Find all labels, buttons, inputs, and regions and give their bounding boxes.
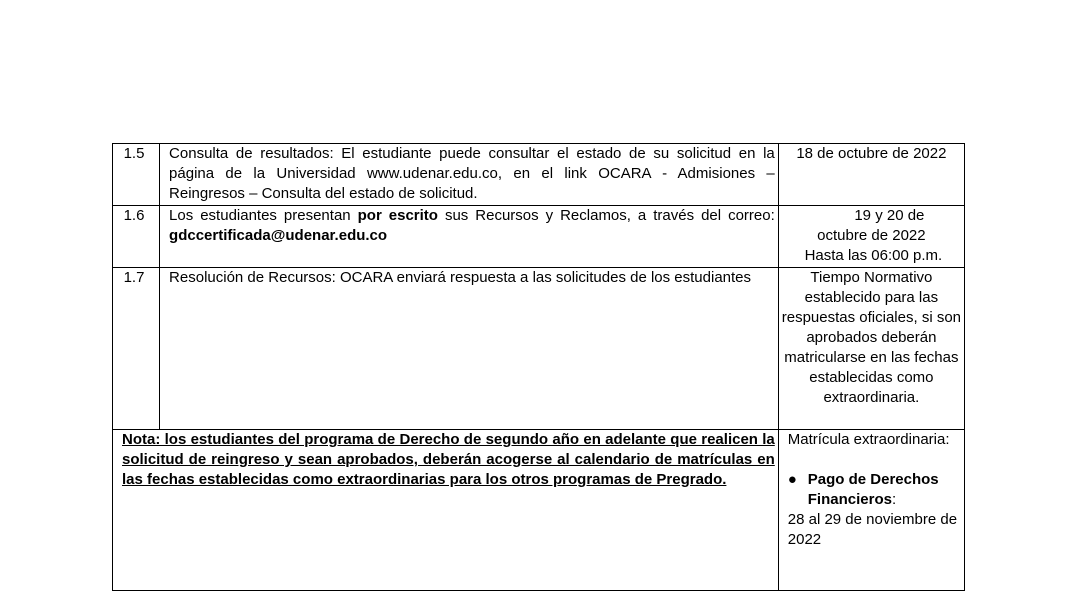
- desc-bold-text: por escrito: [357, 207, 438, 224]
- bullet-icon: ●: [787, 471, 797, 488]
- row-description: Resolución de Recursos: OCARA enviará respuesta a las solicitudes de los estudiantes: [160, 268, 779, 430]
- row-date: [778, 206, 964, 268]
- row-date: 18 de octubre de 2022: [778, 144, 964, 206]
- date-line: octubre de 2022: [817, 227, 926, 244]
- desc-text: sus Recursos y Reclamos, a través del correo:: [437, 207, 775, 224]
- desc-text: Los estudiantes presentan: [169, 207, 358, 224]
- bullet-title: Pago de Derechos Financieros: [807, 471, 939, 508]
- note-text: Nota: los estudiantes del programa de Derecho de segundo año en adelante que realicen la solicitud de reingreso y sean aprobados, deberán acogerse al calendario de matrículas en las fechas establecidas como extraordinarias para los otros programas de Pregrado.: [113, 430, 779, 591]
- table-row: [113, 144, 965, 206]
- row-number: 1.7: [113, 268, 160, 430]
- table-row: [113, 268, 965, 430]
- row-number: 1.6: [113, 206, 160, 268]
- row-number: 1.5: [113, 144, 160, 206]
- email-address: gdccertificada@udenar.edu.co: [169, 227, 388, 244]
- date-line: 19 y 20 de: [854, 207, 925, 224]
- table-row: [113, 206, 965, 268]
- row-date: Tiempo Normativo establecido para las respuestas oficiales, si son aprobados deberán matricularse en las fechas establecidas como extraordinaria.: [778, 268, 964, 430]
- table-row: [113, 430, 965, 591]
- bullet-date: 28 al 29 de noviembre de 2022: [787, 511, 958, 548]
- date-line: Hasta las 06:00 p.m.: [804, 247, 943, 264]
- schedule-label: Matrícula extraordinaria:: [787, 431, 950, 448]
- row-description: Consulta de resultados: El estudiante puede consultar el estado de su solicitud en la página de la Universidad www.udenar.edu.co, en el link OCARA - Admisiones – Reingresos – Consulta del estado de solicitud.: [160, 144, 779, 206]
- bullet-colon: :: [891, 491, 897, 508]
- row-description: [160, 206, 779, 268]
- note-schedule: [778, 430, 964, 591]
- bullet-item: [788, 470, 962, 510]
- calendar-table: [112, 143, 965, 591]
